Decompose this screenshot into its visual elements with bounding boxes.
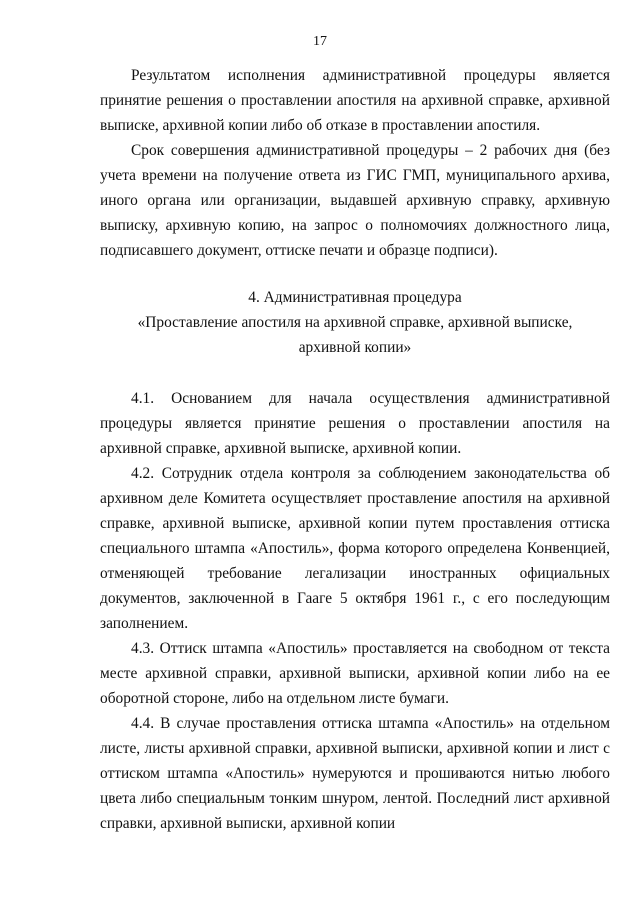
section-title-number: 4. Административная процедура (248, 289, 462, 306)
document-body (100, 63, 610, 836)
paragraph-4-1: 4.1. Основанием для начала осуществления административной процедуры является принятие решения о проставлении апостиля на архивной справке, архивной выписке, архивной копии. (100, 390, 610, 457)
page-number: 17 (313, 34, 327, 49)
paragraph-deadline: Срок совершения административной процедуры – 2 рабочих дня (без учета времени на получение ответа из ГИС ГМП, муниципального архива, иного органа или организации, выдавшей архивную справку, архивную выписку, архивную копию, на запрос о полномочиях должностного лица, подписавшего документ, оттиске печати и образце подписи). (100, 142, 610, 259)
paragraph-4-4: 4.4. В случае проставления оттиска штампа «Апостиль» на отдельном листе, листы архивной справки, архивной выписки, архивной копии и лист с оттиском штампа «Апостиль» нумеруются и прошиваются нитью любого цвета либо специальным тонким шнуром, лентой. Последний лист архивной справки, архивной выписки, архивной копии (100, 715, 610, 832)
section-heading (100, 285, 610, 360)
paragraph-4-2: 4.2. Сотрудник отдела контроля за соблюдением законодательства об архивном деле Комитета осуществляет проставление апостиля на архивной справке, архивной выписке, архивной копии путем проставления оттиска специального штампа «Апостиль», форма которого определена Конвенцией, отменяющей требование легализации иностранных официальных документов, заключенной в Гааге 5 октября 1961 г., с его последующим заполнением. (100, 465, 610, 632)
section-title-name: «Проставление апостиля на архивной справке, архивной выписке, (137, 314, 573, 331)
section-title-name-cont: архивной копии» (298, 339, 412, 356)
paragraph-result: Результатом исполнения административной процедуры является принятие решения о проставлении апостиля на архивной справке, архивной выписке, архивной копии либо об отказе в проставлении апостиля. (100, 67, 610, 134)
paragraph-4-3: 4.3. Оттиск штампа «Апостиль» проставляется на свободном от текста месте архивной справки, архивной выписки, архивной копии либо на ее оборотной стороне, либо на отдельном листе бумаги. (100, 640, 610, 707)
